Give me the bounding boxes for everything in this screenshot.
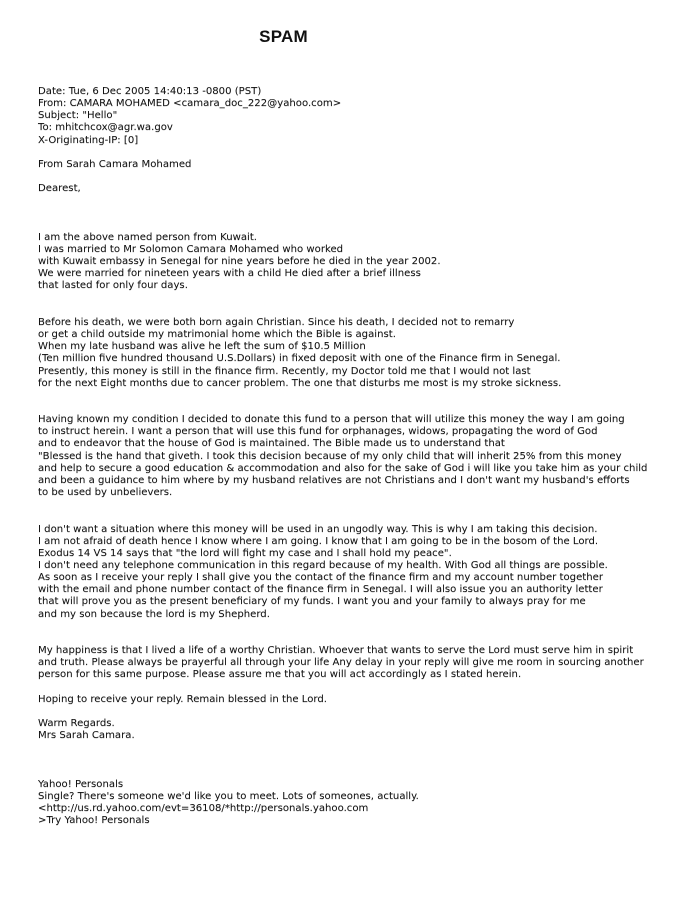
- paragraph-line: and help to secure a good education & accommodation and also for the sake of God i will like you take him as your child: [38, 462, 648, 474]
- paragraph-line: Exodus 14 VS 14 says that "the lord will fight my case and I shall hold my peace".: [38, 547, 452, 559]
- paragraph-line: "Blessed is the hand that giveth. I took this decision because of my only child that will inherit 25% from this money: [38, 450, 622, 462]
- email-body: [38, 86, 670, 827]
- paragraph-line: to be used by unbelievers.: [38, 487, 173, 499]
- paragraph-line: We were married for nineteen years with a child He died after a brief illness: [38, 268, 421, 280]
- paragraph-line: Before his death, we were both born again Christian. Since his death, I decided not to remarry: [38, 316, 515, 328]
- header-to: To: mhitchcox@agr.wa.gov: [38, 122, 173, 134]
- paragraph-line: that lasted for only four days.: [38, 280, 188, 292]
- paragraph-line: for the next Eight months due to cancer problem. The one that disturbs me most is my stroke sickness.: [38, 377, 562, 389]
- paragraph-1: [38, 232, 670, 293]
- page-title: SPAM: [259, 27, 308, 46]
- footer-tagline: Single? There's someone we'd like you to meet. Lots of someones, actually.: [38, 790, 419, 802]
- footer-url: <http://us.rd.yahoo.com/evt=36108/*http://personals.yahoo.com: [38, 803, 369, 815]
- email-headers: [38, 86, 670, 147]
- paragraph-2: [38, 317, 670, 390]
- paragraph-line: person for this same purpose. Please assure me that you will act accordingly as I stated herein.: [38, 669, 522, 681]
- signature: Mrs Sarah Camara.: [38, 730, 135, 742]
- intro-from-line: From Sarah Camara Mohamed: [38, 158, 192, 170]
- paragraph-line: or get a child outside my matrimonial home which the Bible is against.: [38, 329, 396, 341]
- paragraph-4: [38, 524, 670, 621]
- header-from: From: CAMARA MOHAMED <camara_doc_222@yahoo.com>: [38, 98, 342, 110]
- paragraph-line: My happiness is that I lived a life of a worthy Christian. Whoever that wants to serve the Lord must serve him in spirit: [38, 645, 634, 657]
- closing-regards: Warm Regards.: [38, 717, 115, 729]
- header-originating-ip: X-Originating-IP: [0]: [38, 134, 139, 146]
- paragraph-line: (Ten million five hundred thousand U.S.Dollars) in fixed deposit with one of the Finance firm in Senegal.: [38, 353, 561, 365]
- paragraph-line: Presently, this money is still in the finance firm. Recently, my Doctor told me that I would not last: [38, 365, 531, 377]
- header-subject: Subject: "Hello": [38, 110, 118, 122]
- footer-try-link: >Try Yahoo! Personals: [38, 815, 150, 827]
- paragraph-line: I don't want a situation where this money will be used in an ungodly way. This is why I am taking this decision.: [38, 523, 598, 535]
- paragraph-line: with the email and phone number contact of the finance firm in Senegal. I will also issue you an authority letter: [38, 584, 603, 596]
- header-date: Date: Tue, 6 Dec 2005 14:40:13 -0800 (PST): [38, 86, 262, 97]
- greeting: Dearest,: [38, 183, 81, 195]
- paragraph-line: and to endeavor that the house of God is maintained. The Bible made us to understand that: [38, 438, 505, 450]
- paragraph-line: I am the above named person from Kuwait.: [38, 231, 258, 243]
- paragraph-line: Having known my condition I decided to donate this fund to a person that will utilize this money the way I am going: [38, 414, 625, 426]
- closing-hoping: Hoping to receive your reply. Remain blessed in the Lord.: [38, 693, 327, 705]
- paragraph-line: with Kuwait embassy in Senegal for nine years before he died in the year 2002.: [38, 256, 441, 268]
- paragraph-line: I was married to Mr Solomon Camara Mohamed who worked: [38, 243, 344, 255]
- paragraph-line: to instruct herein. I want a person that will use this fund for orphanages, widows, propagating the word of God: [38, 426, 598, 438]
- paragraph-line: I don't need any telephone communication in this regard because of my health. With God all things are possible.: [38, 559, 608, 571]
- paragraph-3: [38, 414, 670, 499]
- paragraph-line: and truth. Please always be prayerful all through your life Any delay in your reply will give me room in sourcing another: [38, 657, 644, 669]
- yahoo-footer: [38, 779, 670, 828]
- paragraph-line: that will prove you as the present beneficiary of my funds. I want you and your family to always pray for me: [38, 596, 586, 608]
- footer-yahoo-personals: Yahoo! Personals: [38, 778, 124, 790]
- paragraph-line: and my son because the lord is my Shepherd.: [38, 608, 270, 620]
- paragraph-line: I am not afraid of death hence I know where I am going. I know that I am going to be in the bosom of the Lord.: [38, 535, 599, 547]
- paragraph-line: When my late husband was alive he left the sum of $10.5 Million: [38, 341, 366, 353]
- paragraph-5: [38, 645, 670, 681]
- paragraph-line: As soon as I receive your reply I shall give you the contact of the finance firm and my account number together: [38, 572, 604, 584]
- paragraph-line: and been a guidance to him where by my husband relatives are not Christians and I don't want my husband's efforts: [38, 474, 630, 486]
